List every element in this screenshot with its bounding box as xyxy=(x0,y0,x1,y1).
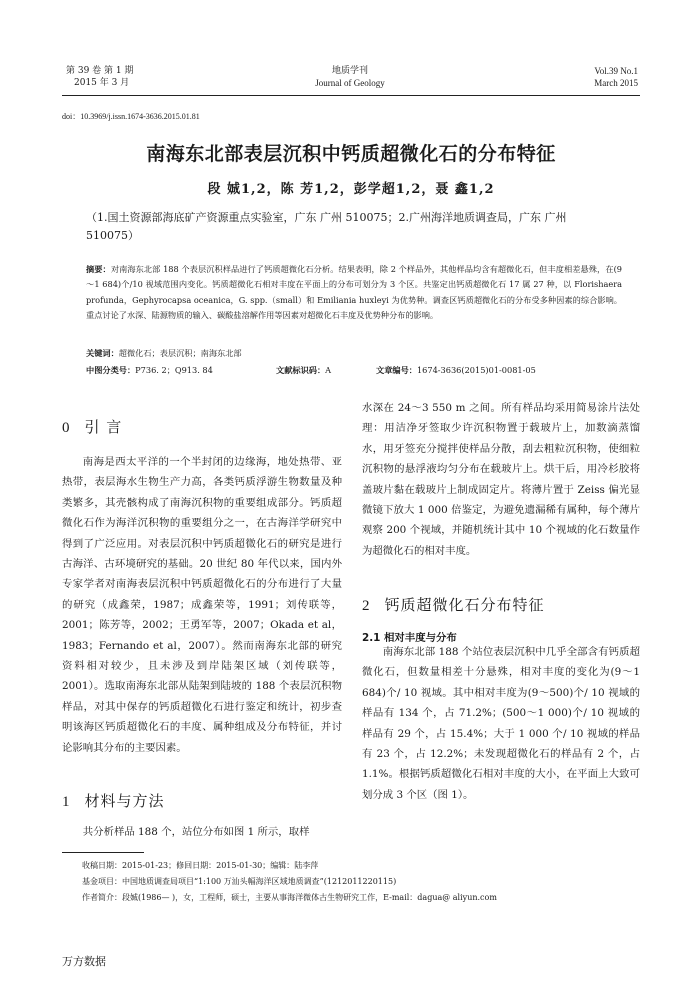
keywords: 关键词：超微化石；表层沉积；南海东北部 xyxy=(86,348,242,358)
journal-volume-english: Vol.39 No.1 March 2015 xyxy=(594,66,638,88)
methods-text-start: 共分析样品 188 个，站位分布如图 1 所示，取样 xyxy=(82,826,310,838)
section-heading-introduction: 0 引 言 xyxy=(62,418,123,436)
header-rule xyxy=(62,95,640,96)
section-heading-distribution: 2 钙质超微化石分布特征 xyxy=(362,596,545,614)
source-watermark: 万方数据 xyxy=(62,955,106,968)
introduction-text: 南海是西太平洋的一个半封闭的边缘海，地处热带、亚热带，表层海水生物生产力高，各类钙质浮游生物数量及种类繁多，其壳骸构成了南海沉积物的重要组成部分。钙质超微化石作为海洋沉积物的重要组分之一，在古海洋学研究中得到了广泛应用。对表层沉积中钙质超微化石的研究是进行古海洋、古环境研究的基础。20 世纪 80 年代以来，国内外专家学者对南海表层沉积中钙质超微化石的分布进行了大量的研究（成鑫荣，1987；成鑫荣等，1991；刘传联等，2001；陈芳等，2002；王勇军等，2007；Okada et al，1983；Fernando et al，2007）。然而南海东北部的研究资料相对较少，且未涉及到岸陆架区域（刘传联等，2001）。选取南海东北部从陆架到陆坡的 188 个表层沉积物样品，对其中保存的钙质超微化石进行鉴定和统计，初步查明该海区钙质超微化石的丰度、属种组成及分布特征，并讨论影响其分布的主要因素。 xyxy=(62,456,342,754)
paper-title: 南海东北部表层沉积中钙质超微化石的分布特征 xyxy=(146,143,556,165)
abstract xyxy=(86,262,622,324)
affiliations: （1.国土资源部海底矿产资源重点实验室，广东 广州 510075；2.广州海洋地质调查局，广东 广州 510075） xyxy=(86,211,567,242)
footnote-dates: 收稿日期：2015-01-23；修回日期：2015-01-30；编辑：陆李萍 xyxy=(82,861,319,870)
subsection-heading-abundance: 2.1 相对丰度与分布 xyxy=(362,632,457,644)
abstract-label: 摘要： xyxy=(86,264,111,274)
footnote-author: 作者简介：段娍(1986— )，女，工程师，硕士，主要从事海洋微体古生物研究工作，E-mail：dagua@ aliyun.com xyxy=(82,893,497,902)
abundance-text: 南海东北部 188 个站位表层沉积中几乎全部含有钙质超微化石，但数量相差十分悬殊，相对丰度的变化为(9～1 684)个/ 10 视域。其中相对丰度为(9～500)个/ 10 视域的样品有 134 个，占 71.2%；(500～1 000)个/ 10 视域的样品有 29 个，占 15.4%；大于 1 000 个/ 10 视域的样品有 23 个，占 12.2%；未发现超微化石的样品有 2 个，占 1.1%。根据钙质超微化石相对丰度的大小，在平面上大致可划分成 3 个区（图 1）。 xyxy=(362,646,640,801)
classification-line: 中图分类号：P736. 2；Q913. 84 文献标识码：A 文章编号：1674-3636(2015)01-0081-05 xyxy=(86,365,536,375)
methods-text-continued: 水深在 24～3 550 m 之间。所有样品均采用简易涂片法处理：用洁净牙签取少许沉积物置于载玻片上，加数滴蒸馏水，用牙签充分搅拌使样品分散，刮去粗粒沉积物，使细粒沉积物的悬浮液均匀分布在载玻片上。烘干后，用冷杉胶将盖玻片黏在载玻片上制成固定片。将薄片置于 Zeiss 偏光显微镜下放大 1 000 倍鉴定，为避免遗漏稀有属种，每个薄片观察 200 个视域，并随机统计其中 10 个视域的化石数量作为超微化石的相对丰度。 xyxy=(362,402,640,557)
author-list: 段 娍1,2，陈 芳1,2，彭学超1,2，聂 鑫1,2 xyxy=(207,182,495,197)
section-heading-methods: 1 材料与方法 xyxy=(62,792,165,810)
abstract-text: 对南海东北部 188 个表层沉积样品进行了钙质超微化石分析。结果表明，除 2 个样品外，其他样品均含有超微化石，但丰度相差悬殊，在(9～1 684)个/10 视域范围内变化。钙质超微化石相对丰度在平面上的分布可划分为 3 个区。共鉴定出钙质超微化石 17 属 27 种，以 Florishaera profunda，Gephyrocapsa oceanica，G. spp.（small）和 Emiliania huxleyi 为优势种。调查区钙质超微化石的分布受多种因素的综合影响。重点讨论了水深、陆源物质的输入、碳酸盐溶解作用等因素对超微化石丰度及优势种分布的影响。 xyxy=(86,264,622,321)
doi-line[interactable]: doi：10.3969/j.issn.1674-3636.2015.01.81 xyxy=(62,112,200,121)
footnote-rule xyxy=(62,852,144,853)
footnote-fund: 基金项目：中国地质调查局项目“1:100 万汕头幅海洋区域地质调查”(1212011220115) xyxy=(82,877,397,886)
journal-volume-issue: 第 39 卷 第 1 期 2015 年 3 月 xyxy=(66,66,134,88)
journal-name: 地质学刊 Journal of Geology xyxy=(315,66,385,88)
